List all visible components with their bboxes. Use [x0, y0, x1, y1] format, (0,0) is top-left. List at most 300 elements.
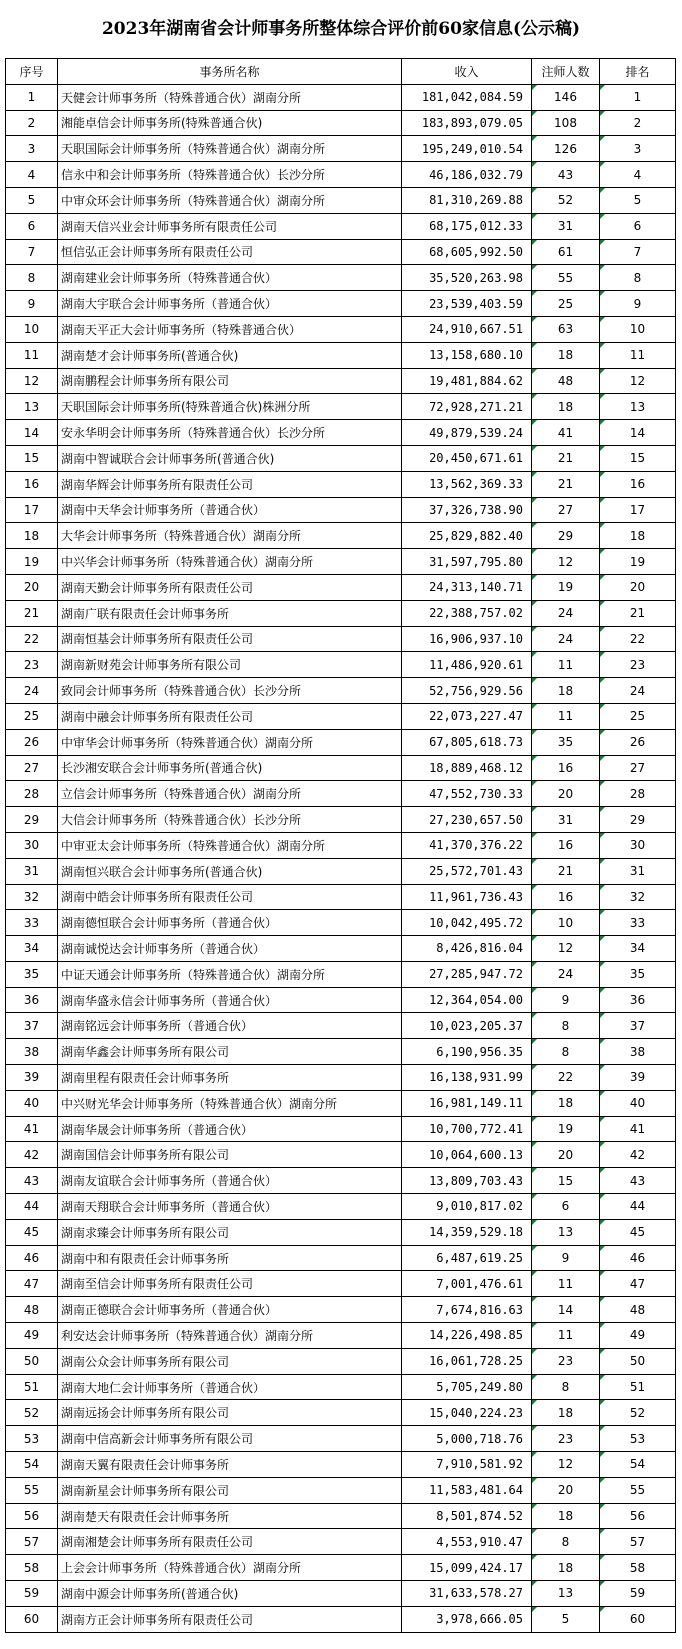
rank-cell: 54	[600, 1452, 676, 1478]
rank-cell: 46	[600, 1245, 676, 1271]
rank-cell: 18	[600, 523, 676, 549]
serial-cell: 25	[6, 703, 58, 729]
cpa-count-cell: 18	[532, 1400, 600, 1426]
rank-cell: 31	[600, 858, 676, 884]
revenue-cell: 68,605,992.50	[402, 239, 532, 265]
rank-cell: 36	[600, 987, 676, 1013]
rank-cell: 12	[600, 368, 676, 394]
firm-name-cell: 湖南大宇联合会计师事务所（普通合伙）	[58, 291, 402, 317]
cpa-count-cell: 24	[532, 961, 600, 987]
serial-cell: 4	[6, 162, 58, 188]
rank-cell: 38	[600, 1039, 676, 1065]
rank-cell: 20	[600, 574, 676, 600]
rank-cell: 42	[600, 1142, 676, 1168]
cpa-count-cell: 11	[532, 652, 600, 678]
firm-name-cell: 信永中和会计师事务所（特殊普通合伙）长沙分所	[58, 162, 402, 188]
cpa-count-cell: 16	[532, 832, 600, 858]
serial-cell: 56	[6, 1503, 58, 1529]
serial-cell: 50	[6, 1348, 58, 1374]
revenue-cell: 24,313,140.71	[402, 574, 532, 600]
revenue-cell: 183,893,079.05	[402, 110, 532, 136]
revenue-cell: 9,010,817.02	[402, 1194, 532, 1220]
firm-name-cell: 湖南中天华会计师事务所（普通合伙）	[58, 497, 402, 523]
revenue-cell: 25,572,701.43	[402, 858, 532, 884]
firm-name-cell: 大华会计师事务所（特殊普通合伙）湖南分所	[58, 523, 402, 549]
firm-name-cell: 湖南楚才会计师事务所(普通合伙)	[58, 342, 402, 368]
revenue-cell: 20,450,671.61	[402, 445, 532, 471]
serial-cell: 16	[6, 471, 58, 497]
firm-name-cell: 湖南天信兴业会计师事务所有限责任公司	[58, 213, 402, 239]
revenue-cell: 49,879,539.24	[402, 420, 532, 446]
cpa-count-cell: 12	[532, 1452, 600, 1478]
rank-cell: 17	[600, 497, 676, 523]
rank-cell: 44	[600, 1194, 676, 1220]
table-row	[6, 213, 676, 239]
table-row	[6, 729, 676, 755]
firm-name-cell: 湖南友谊联合会计师事务所（普通合伙）	[58, 1168, 402, 1194]
cpa-count-cell: 5	[532, 1606, 600, 1632]
cpa-count-cell: 18	[532, 678, 600, 704]
table-row	[6, 316, 676, 342]
table-row	[6, 1065, 676, 1091]
cpa-count-cell: 18	[532, 342, 600, 368]
table-row	[6, 1529, 676, 1555]
rank-cell: 24	[600, 678, 676, 704]
revenue-cell: 47,552,730.33	[402, 781, 532, 807]
rank-cell: 58	[600, 1555, 676, 1581]
revenue-cell: 13,562,369.33	[402, 471, 532, 497]
revenue-cell: 6,190,956.35	[402, 1039, 532, 1065]
rank-cell: 51	[600, 1374, 676, 1400]
revenue-cell: 81,310,269.88	[402, 187, 532, 213]
revenue-cell: 41,370,376.22	[402, 832, 532, 858]
cpa-count-cell: 18	[532, 394, 600, 420]
firm-name-cell: 湖南至信会计师事务所有限责任公司	[58, 1271, 402, 1297]
firm-name-cell: 安永华明会计师事务所（特殊普通合伙）长沙分所	[58, 420, 402, 446]
revenue-cell: 15,099,424.17	[402, 1555, 532, 1581]
cpa-count-cell: 55	[532, 265, 600, 291]
table-row	[6, 884, 676, 910]
cpa-count-cell: 9	[532, 1245, 600, 1271]
firm-name-cell: 湖南鹏程会计师事务所有限公司	[58, 368, 402, 394]
revenue-cell: 195,249,010.54	[402, 136, 532, 162]
table-row	[6, 1581, 676, 1607]
table-row	[6, 1194, 676, 1220]
firm-name-cell: 湖南铭远会计师事务所（普通合伙）	[58, 1013, 402, 1039]
revenue-cell: 35,520,263.98	[402, 265, 532, 291]
serial-cell: 13	[6, 394, 58, 420]
serial-cell: 43	[6, 1168, 58, 1194]
table-row	[6, 394, 676, 420]
firm-name-cell: 长沙湘安联合会计师事务所(普通合伙)	[58, 755, 402, 781]
revenue-cell: 19,481,884.62	[402, 368, 532, 394]
rank-cell: 30	[600, 832, 676, 858]
firm-name-cell: 天职国际会计师事务所(特殊普通合伙)株洲分所	[58, 394, 402, 420]
cpa-count-cell: 8	[532, 1039, 600, 1065]
rank-cell: 52	[600, 1400, 676, 1426]
cpa-count-cell: 6	[532, 1194, 600, 1220]
firm-name-cell: 湖南新财苑会计师事务所有限公司	[58, 652, 402, 678]
revenue-cell: 16,138,931.99	[402, 1065, 532, 1091]
rank-cell: 41	[600, 1116, 676, 1142]
rank-cell: 26	[600, 729, 676, 755]
table-row	[6, 445, 676, 471]
table-row	[6, 84, 676, 110]
rank-cell: 7	[600, 239, 676, 265]
table-row	[6, 1116, 676, 1142]
revenue-cell: 22,073,227.47	[402, 703, 532, 729]
cpa-count-cell: 61	[532, 239, 600, 265]
revenue-cell: 18,889,468.12	[402, 755, 532, 781]
table-row	[6, 1271, 676, 1297]
table-row	[6, 1039, 676, 1065]
table-row	[6, 652, 676, 678]
table-row	[6, 291, 676, 317]
serial-cell: 46	[6, 1245, 58, 1271]
cpa-count-cell: 15	[532, 1168, 600, 1194]
rank-cell: 35	[600, 961, 676, 987]
revenue-cell: 31,597,795.80	[402, 549, 532, 575]
table-row	[6, 1245, 676, 1271]
cpa-count-cell: 8	[532, 1013, 600, 1039]
header-cpa-count: 注师人数	[532, 59, 600, 85]
cpa-count-cell: 12	[532, 936, 600, 962]
firm-name-cell: 中审亚太会计师事务所（特殊普通合伙）湖南分所	[58, 832, 402, 858]
rank-cell: 43	[600, 1168, 676, 1194]
rank-cell: 15	[600, 445, 676, 471]
table-row	[6, 1219, 676, 1245]
ranking-table	[5, 58, 676, 1633]
serial-cell: 40	[6, 1090, 58, 1116]
revenue-cell: 52,756,929.56	[402, 678, 532, 704]
serial-cell: 23	[6, 652, 58, 678]
rank-cell: 50	[600, 1348, 676, 1374]
revenue-cell: 67,805,618.73	[402, 729, 532, 755]
serial-cell: 19	[6, 549, 58, 575]
cpa-count-cell: 18	[532, 1090, 600, 1116]
serial-cell: 28	[6, 781, 58, 807]
revenue-cell: 3,978,666.05	[402, 1606, 532, 1632]
revenue-cell: 27,230,657.50	[402, 807, 532, 833]
firm-name-cell: 天健会计师事务所（特殊普通合伙）湖南分所	[58, 84, 402, 110]
firm-name-cell: 湖南里程有限责任会计师事务所	[58, 1065, 402, 1091]
rank-cell: 19	[600, 549, 676, 575]
serial-cell: 47	[6, 1271, 58, 1297]
rank-cell: 14	[600, 420, 676, 446]
rank-cell: 45	[600, 1219, 676, 1245]
table-row	[6, 187, 676, 213]
cpa-count-cell: 10	[532, 910, 600, 936]
table-row	[6, 549, 676, 575]
rank-cell: 29	[600, 807, 676, 833]
cpa-count-cell: 23	[532, 1348, 600, 1374]
firm-name-cell: 湖南天翔联合会计师事务所（普通合伙）	[58, 1194, 402, 1220]
cpa-count-cell: 13	[532, 1219, 600, 1245]
page-title: 2023年湖南省会计师事务所整体综合评价前60家信息(公示稿)	[101, 19, 581, 39]
cpa-count-cell: 23	[532, 1426, 600, 1452]
revenue-cell: 12,364,054.00	[402, 987, 532, 1013]
serial-cell: 11	[6, 342, 58, 368]
serial-cell: 52	[6, 1400, 58, 1426]
cpa-count-cell: 29	[532, 523, 600, 549]
revenue-cell: 22,388,757.02	[402, 600, 532, 626]
table-row	[6, 961, 676, 987]
serial-cell: 18	[6, 523, 58, 549]
rank-cell: 21	[600, 600, 676, 626]
serial-cell: 21	[6, 600, 58, 626]
cpa-count-cell: 41	[532, 420, 600, 446]
rank-cell: 22	[600, 626, 676, 652]
firm-name-cell: 上会会计师事务所（特殊普通合伙）湖南分所	[58, 1555, 402, 1581]
cpa-count-cell: 8	[532, 1374, 600, 1400]
serial-cell: 59	[6, 1581, 58, 1607]
rank-cell: 37	[600, 1013, 676, 1039]
revenue-cell: 13,158,680.10	[402, 342, 532, 368]
firm-name-cell: 湖南华盛永信会计师事务所（普通合伙）	[58, 987, 402, 1013]
firm-name-cell: 湖南德恒联合会计师事务所（普通合伙）	[58, 910, 402, 936]
rank-cell: 13	[600, 394, 676, 420]
firm-name-cell: 湖南中智诚联合会计师事务所(普通合伙)	[58, 445, 402, 471]
serial-cell: 12	[6, 368, 58, 394]
serial-cell: 60	[6, 1606, 58, 1632]
revenue-cell: 11,961,736.43	[402, 884, 532, 910]
firm-name-cell: 中证天通会计师事务所（特殊普通合伙）湖南分所	[58, 961, 402, 987]
rank-cell: 59	[600, 1581, 676, 1607]
firm-name-cell: 中审众环会计师事务所（特殊普通合伙）湖南分所	[58, 187, 402, 213]
table-row	[6, 600, 676, 626]
table-row	[6, 1013, 676, 1039]
rank-cell: 3	[600, 136, 676, 162]
table-row	[6, 1374, 676, 1400]
serial-cell: 37	[6, 1013, 58, 1039]
revenue-cell: 5,705,249.80	[402, 1374, 532, 1400]
serial-cell: 51	[6, 1374, 58, 1400]
table-row	[6, 910, 676, 936]
rank-cell: 16	[600, 471, 676, 497]
serial-cell: 3	[6, 136, 58, 162]
table-row	[6, 420, 676, 446]
table-row	[6, 755, 676, 781]
serial-cell: 42	[6, 1142, 58, 1168]
firm-name-cell: 湖南远扬会计师事务所有限公司	[58, 1400, 402, 1426]
serial-cell: 41	[6, 1116, 58, 1142]
cpa-count-cell: 25	[532, 291, 600, 317]
cpa-count-cell: 43	[532, 162, 600, 188]
firm-name-cell: 利安达会计师事务所（特殊普通合伙）湖南分所	[58, 1323, 402, 1349]
table-row	[6, 807, 676, 833]
cpa-count-cell: 19	[532, 574, 600, 600]
table-row	[6, 1606, 676, 1632]
revenue-cell: 27,285,947.72	[402, 961, 532, 987]
revenue-cell: 10,023,205.37	[402, 1013, 532, 1039]
cpa-count-cell: 21	[532, 471, 600, 497]
cpa-count-cell: 16	[532, 884, 600, 910]
header-revenue: 收入	[402, 59, 532, 85]
revenue-cell: 31,633,578.27	[402, 1581, 532, 1607]
revenue-cell: 16,061,728.25	[402, 1348, 532, 1374]
header-serial: 序号	[6, 59, 58, 85]
serial-cell: 15	[6, 445, 58, 471]
table-row	[6, 342, 676, 368]
rank-cell: 25	[600, 703, 676, 729]
serial-cell: 39	[6, 1065, 58, 1091]
serial-cell: 9	[6, 291, 58, 317]
rank-cell: 23	[600, 652, 676, 678]
cpa-count-cell: 12	[532, 549, 600, 575]
revenue-cell: 11,583,481.64	[402, 1477, 532, 1503]
cpa-count-cell: 14	[532, 1297, 600, 1323]
revenue-cell: 7,910,581.92	[402, 1452, 532, 1478]
serial-cell: 36	[6, 987, 58, 1013]
serial-cell: 17	[6, 497, 58, 523]
serial-cell: 24	[6, 678, 58, 704]
revenue-cell: 14,226,498.85	[402, 1323, 532, 1349]
table-row	[6, 368, 676, 394]
firm-name-cell: 湖南求臻会计师事务所有限公司	[58, 1219, 402, 1245]
rank-cell: 11	[600, 342, 676, 368]
table-row	[6, 936, 676, 962]
rank-cell: 53	[600, 1426, 676, 1452]
cpa-count-cell: 21	[532, 445, 600, 471]
table-row	[6, 626, 676, 652]
firm-name-cell: 恒信弘正会计师事务所有限责任公司	[58, 239, 402, 265]
table-row	[6, 1503, 676, 1529]
revenue-cell: 7,674,816.63	[402, 1297, 532, 1323]
rank-cell: 6	[600, 213, 676, 239]
header-rank: 排名	[600, 59, 676, 85]
rank-cell: 55	[600, 1477, 676, 1503]
firm-name-cell: 立信会计师事务所（特殊普通合伙）湖南分所	[58, 781, 402, 807]
firm-name-cell: 湖南方正会计师事务所有限责任公司	[58, 1606, 402, 1632]
revenue-cell: 10,042,495.72	[402, 910, 532, 936]
revenue-cell: 8,501,874.52	[402, 1503, 532, 1529]
serial-cell: 57	[6, 1529, 58, 1555]
firm-name-cell: 致同会计师事务所（特殊普通合伙）长沙分所	[58, 678, 402, 704]
revenue-cell: 68,175,012.33	[402, 213, 532, 239]
rank-cell: 40	[600, 1090, 676, 1116]
cpa-count-cell: 31	[532, 807, 600, 833]
serial-cell: 54	[6, 1452, 58, 1478]
firm-name-cell: 湖南华晟会计师事务所（普通合伙）	[58, 1116, 402, 1142]
table-row	[6, 678, 676, 704]
revenue-cell: 8,426,816.04	[402, 936, 532, 962]
table-header-row	[6, 59, 676, 85]
cpa-count-cell: 27	[532, 497, 600, 523]
table-row	[6, 574, 676, 600]
rank-cell: 34	[600, 936, 676, 962]
cpa-count-cell: 11	[532, 1323, 600, 1349]
cpa-count-cell: 18	[532, 1555, 600, 1581]
serial-cell: 49	[6, 1323, 58, 1349]
revenue-cell: 4,553,910.47	[402, 1529, 532, 1555]
serial-cell: 32	[6, 884, 58, 910]
rank-cell: 48	[600, 1297, 676, 1323]
rank-cell: 57	[600, 1529, 676, 1555]
firm-name-cell: 湖南恒基会计师事务所有限责任公司	[58, 626, 402, 652]
firm-name-cell: 湖南中皓会计师事务所有限责任公司	[58, 884, 402, 910]
rank-cell: 39	[600, 1065, 676, 1091]
rank-cell: 2	[600, 110, 676, 136]
firm-name-cell: 湖南中信高新会计师事务所有限公司	[58, 1426, 402, 1452]
firm-name-cell: 湖南华辉会计师事务所有限责任公司	[58, 471, 402, 497]
firm-name-cell: 湖南华鑫会计师事务所有限公司	[58, 1039, 402, 1065]
revenue-cell: 23,539,403.59	[402, 291, 532, 317]
cpa-count-cell: 19	[532, 1116, 600, 1142]
firm-name-cell: 湖南中和有限责任会计师事务所	[58, 1245, 402, 1271]
serial-cell: 6	[6, 213, 58, 239]
serial-cell: 35	[6, 961, 58, 987]
firm-name-cell: 湖南中源会计师事务所(普通合伙)	[58, 1581, 402, 1607]
cpa-count-cell: 20	[532, 1477, 600, 1503]
revenue-cell: 13,809,703.43	[402, 1168, 532, 1194]
rank-cell: 10	[600, 316, 676, 342]
serial-cell: 53	[6, 1426, 58, 1452]
cpa-count-cell: 48	[532, 368, 600, 394]
serial-cell: 8	[6, 265, 58, 291]
serial-cell: 26	[6, 729, 58, 755]
revenue-cell: 14,359,529.18	[402, 1219, 532, 1245]
cpa-count-cell: 8	[532, 1529, 600, 1555]
rank-cell: 32	[600, 884, 676, 910]
rank-cell: 28	[600, 781, 676, 807]
rank-cell: 47	[600, 1271, 676, 1297]
table-row	[6, 471, 676, 497]
serial-cell: 30	[6, 832, 58, 858]
table-row	[6, 1348, 676, 1374]
rank-cell: 49	[600, 1323, 676, 1349]
table-row	[6, 1142, 676, 1168]
table-row	[6, 832, 676, 858]
firm-name-cell: 湖南湘楚会计师事务所有限责任公司	[58, 1529, 402, 1555]
serial-cell: 27	[6, 755, 58, 781]
firm-name-cell: 湖南天勤会计师事务所有限责任公司	[58, 574, 402, 600]
revenue-cell: 181,042,084.59	[402, 84, 532, 110]
revenue-cell: 11,486,920.61	[402, 652, 532, 678]
cpa-count-cell: 9	[532, 987, 600, 1013]
cpa-count-cell: 146	[532, 84, 600, 110]
firm-name-cell: 大信会计师事务所（特殊普通合伙）长沙分所	[58, 807, 402, 833]
firm-name-cell: 湖南新星会计师事务所有限公司	[58, 1477, 402, 1503]
revenue-cell: 10,700,772.41	[402, 1116, 532, 1142]
rank-cell: 60	[600, 1606, 676, 1632]
serial-cell: 22	[6, 626, 58, 652]
revenue-cell: 10,064,600.13	[402, 1142, 532, 1168]
rank-cell: 8	[600, 265, 676, 291]
table-row	[6, 1400, 676, 1426]
revenue-cell: 5,000,718.76	[402, 1426, 532, 1452]
serial-cell: 10	[6, 316, 58, 342]
table-row	[6, 136, 676, 162]
firm-name-cell: 中审华会计师事务所（特殊普通合伙）湖南分所	[58, 729, 402, 755]
cpa-count-cell: 31	[532, 213, 600, 239]
serial-cell: 33	[6, 910, 58, 936]
serial-cell: 29	[6, 807, 58, 833]
cpa-count-cell: 24	[532, 600, 600, 626]
cpa-count-cell: 21	[532, 858, 600, 884]
table-row	[6, 239, 676, 265]
firm-name-cell: 湖南建业会计师事务所（特殊普通合伙）	[58, 265, 402, 291]
cpa-count-cell: 22	[532, 1065, 600, 1091]
rank-cell: 9	[600, 291, 676, 317]
firm-name-cell: 中兴华会计师事务所（特殊普通合伙）湖南分所	[58, 549, 402, 575]
table-row	[6, 110, 676, 136]
firm-name-cell: 湖南大地仁会计师事务所（普通合伙）	[58, 1374, 402, 1400]
rank-cell: 56	[600, 1503, 676, 1529]
cpa-count-cell: 126	[532, 136, 600, 162]
revenue-cell: 72,928,271.21	[402, 394, 532, 420]
revenue-cell: 6,487,619.25	[402, 1245, 532, 1271]
serial-cell: 55	[6, 1477, 58, 1503]
